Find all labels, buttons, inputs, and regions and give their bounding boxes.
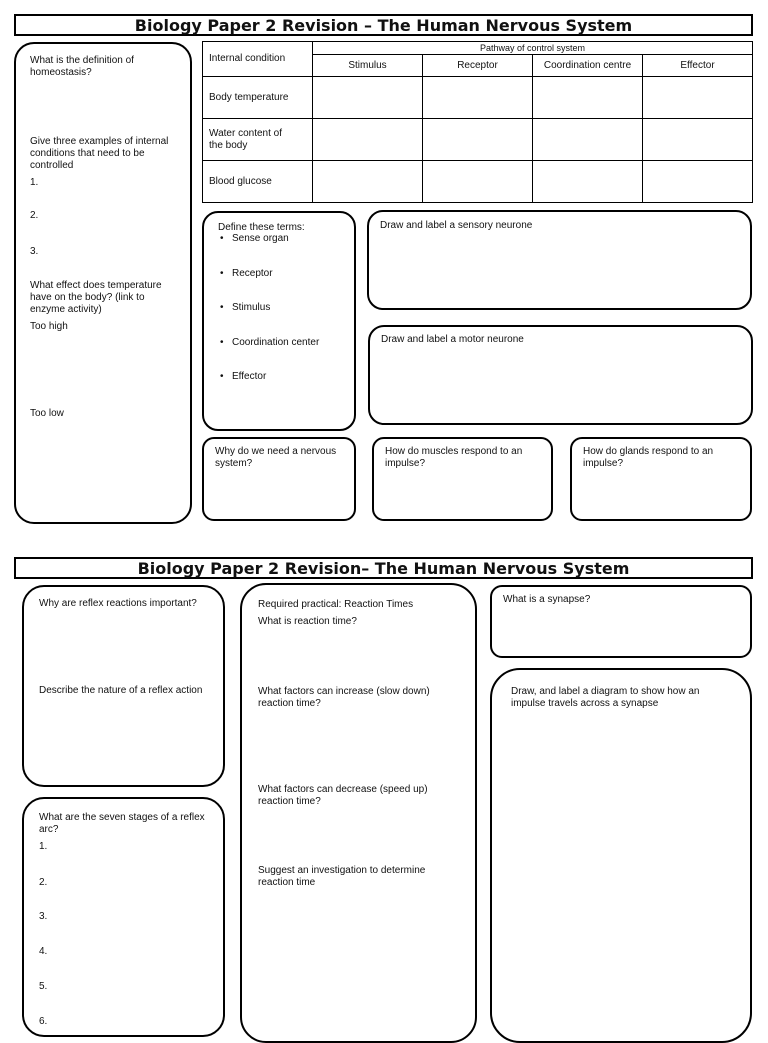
row-header-blood-glucose: Blood glucose <box>203 161 313 203</box>
column-header-coordination: Coordination centre <box>533 55 643 77</box>
reflex-arc-stages-box[interactable] <box>22 797 225 1037</box>
answer-cell[interactable] <box>313 161 423 203</box>
answer-cell[interactable] <box>423 119 533 161</box>
internal-conditions-question: Give three examples of internal conditions that need to be controlled <box>30 136 169 171</box>
table-corner-header: Internal condition <box>203 42 313 77</box>
homeostasis-question: What is the definition of homeostasis? <box>30 55 134 78</box>
synapse-question: What is a synapse? <box>503 594 591 605</box>
answer-cell[interactable] <box>423 77 533 119</box>
answer-cell[interactable] <box>313 77 423 119</box>
sensory-neurone-box[interactable] <box>367 210 752 310</box>
sheet2-title: Biology Paper 2 Revision– The Human Nervous System <box>14 557 753 579</box>
glands-box[interactable] <box>570 437 752 521</box>
glands-question: How do glands respond to an impulse? <box>583 446 714 469</box>
list-item: • Stimulus <box>232 302 319 337</box>
sheet1-title: Biology Paper 2 Revision – The Human Nervous System <box>14 14 753 36</box>
muscles-box[interactable] <box>372 437 553 521</box>
stage-number-2: 2. <box>39 877 48 888</box>
motor-neurone-box[interactable] <box>368 325 753 425</box>
stage-number-6: 6. <box>39 1016 48 1027</box>
reflex-nature-question: Describe the nature of a reflex action <box>39 685 203 696</box>
too-high-label: Too high <box>30 321 68 332</box>
answer-cell[interactable] <box>643 77 753 119</box>
column-header-receptor: Receptor <box>423 55 533 77</box>
pathway-group-header: Pathway of control system <box>313 42 753 55</box>
table-row <box>203 77 753 119</box>
answer-cell[interactable] <box>533 77 643 119</box>
synapse-diagram-box[interactable] <box>490 668 752 1043</box>
sensory-neurone-prompt: Draw and label a sensory neurone <box>380 220 533 231</box>
example-number-1: 1. <box>30 177 39 188</box>
stage-number-5: 5. <box>39 981 48 992</box>
row-header-water-content: Water content of the body <box>203 119 313 161</box>
stage-number-3: 3. <box>39 911 48 922</box>
stage-number-1: 1. <box>39 841 48 852</box>
synapse-box[interactable] <box>490 585 752 658</box>
investigation-question: Suggest an investigation to determine reaction time <box>258 865 426 888</box>
synapse-diagram-prompt: Draw, and label a diagram to show how an impulse travels across a synapse <box>511 686 700 709</box>
too-low-label: Too low <box>30 408 64 419</box>
example-number-3: 3. <box>30 246 39 257</box>
reflex-arc-question: What are the seven stages of a reflex arc? <box>39 812 205 835</box>
answer-cell[interactable] <box>423 161 533 203</box>
example-number-2: 2. <box>30 210 39 221</box>
row-header-body-temperature: Body temperature <box>203 77 313 119</box>
reflex-importance-question: Why are reflex reactions important? <box>39 598 197 609</box>
list-item: • Receptor <box>232 268 319 303</box>
list-item: • Sense organ <box>232 233 319 268</box>
list-item: • Coordination center <box>232 337 319 372</box>
column-header-stimulus: Stimulus <box>313 55 423 77</box>
answer-cell[interactable] <box>313 119 423 161</box>
table-row <box>203 161 753 203</box>
answer-cell[interactable] <box>643 161 753 203</box>
motor-neurone-prompt: Draw and label a motor neurone <box>381 334 524 345</box>
list-item: • Effector <box>232 371 319 406</box>
control-pathway-table <box>202 41 753 203</box>
answer-cell[interactable] <box>533 161 643 203</box>
practical-heading: Required practical: Reaction Times <box>258 599 414 610</box>
homeostasis-panel <box>14 42 192 524</box>
nervous-system-question: Why do we need a nervous system? <box>215 446 337 469</box>
answer-cell[interactable] <box>643 119 753 161</box>
reaction-time-question: What is reaction time? <box>258 616 357 627</box>
nervous-system-box[interactable] <box>202 437 356 521</box>
reflex-box[interactable] <box>22 585 225 787</box>
temperature-question: What effect does temperature have on the body? (link to enzyme activity) <box>30 280 162 315</box>
decrease-factors-question: What factors can decrease (speed up) reaction time? <box>258 784 428 807</box>
stage-number-4: 4. <box>39 946 48 957</box>
define-terms-heading: Define these terms: <box>218 222 305 233</box>
increase-factors-question: What factors can increase (slow down) reaction time? <box>258 686 430 709</box>
muscles-question: How do muscles respond to an impulse? <box>385 446 523 469</box>
terms-list <box>216 233 319 406</box>
define-terms-box <box>202 211 356 431</box>
answer-cell[interactable] <box>533 119 643 161</box>
reaction-time-box[interactable] <box>240 583 477 1043</box>
column-header-effector: Effector <box>643 55 753 77</box>
table-row <box>203 119 753 161</box>
